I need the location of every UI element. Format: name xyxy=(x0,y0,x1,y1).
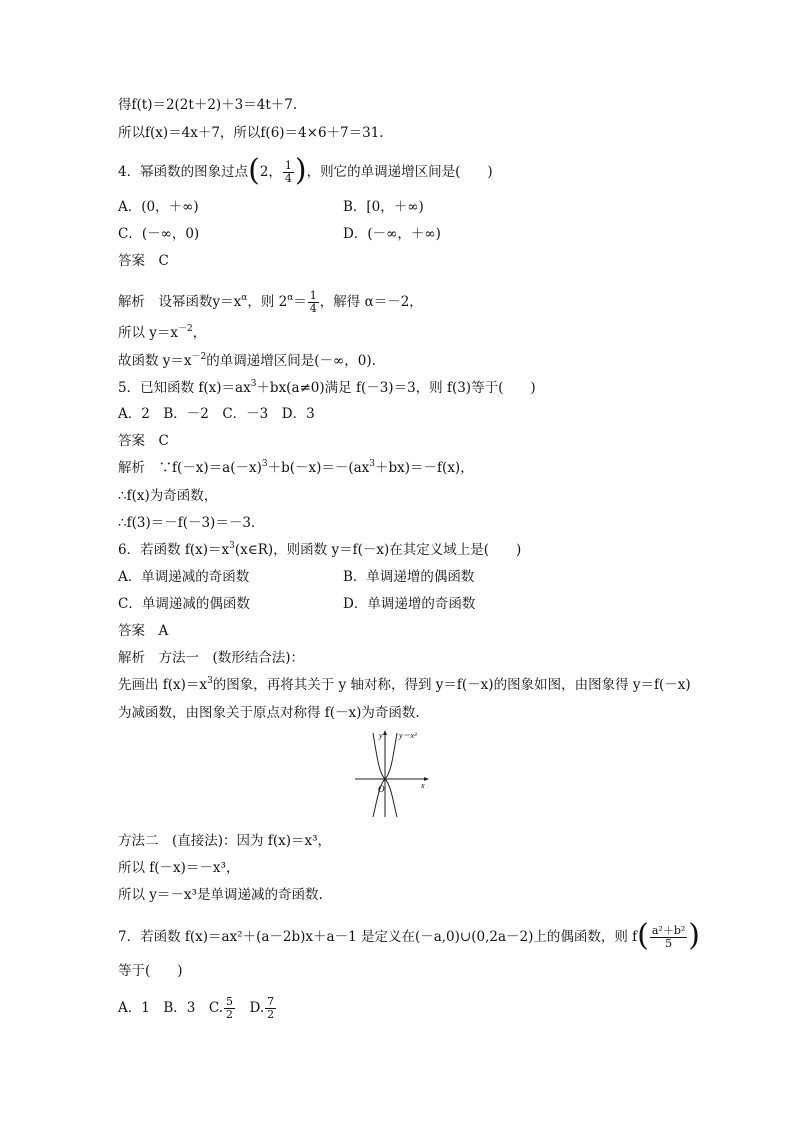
q4-analysis xyxy=(118,290,423,315)
text: 5．已知函数 f(x)＝ax xyxy=(118,380,251,396)
text: f(t)＝2(2t＋2)＋3＝4t＋7. xyxy=(131,97,298,113)
q6-answer: 答案 A xyxy=(118,623,169,639)
num: 7 xyxy=(267,995,275,1008)
q6-analysis-line-2 xyxy=(118,676,691,694)
text: ＋b(－x)＝－(ax xyxy=(267,460,370,476)
sup: 3 xyxy=(207,676,213,686)
q4-analysis-line-2 xyxy=(118,324,206,342)
text: A．1 B．3 C. xyxy=(118,1000,223,1016)
intro-line-2 xyxy=(118,124,384,142)
text: 故函数 y＝x xyxy=(118,353,192,369)
origin-label: O xyxy=(378,784,385,794)
text: 2， xyxy=(259,164,282,180)
q7-fraction xyxy=(650,925,687,950)
q4-analysis-fraction xyxy=(308,290,319,315)
text: 的图象，再将其关于 y 轴对称，得到 y＝f(－x)的图象如图，由图象得 y＝f(－x) xyxy=(212,677,691,693)
curve-label: y＝x³ xyxy=(399,731,417,740)
text: 先画出 f(x)＝x xyxy=(118,677,208,693)
q6-stem xyxy=(118,541,521,559)
q7-stem-line-2: 等于( ) xyxy=(118,963,183,979)
q5-analysis-line-2: ∴f(x)为奇函数， xyxy=(118,488,218,504)
q6-method2-line-1: 方法二 (直接法)：因为 f(x)＝x³， xyxy=(118,833,331,849)
text: 6．若函数 f(x)＝x xyxy=(118,542,230,558)
text: ， xyxy=(192,325,207,341)
sup: 3 xyxy=(369,459,376,469)
q7-option-c-fraction xyxy=(224,996,235,1021)
den: 4 xyxy=(284,172,292,185)
q4-stem xyxy=(118,153,493,188)
text: ＝ xyxy=(293,294,307,310)
den: 2 xyxy=(226,1008,233,1021)
text: 所以f(x)＝4x＋7，所以f(6)＝4×6＋7＝31. xyxy=(118,125,384,141)
q4-answer: 答案 C xyxy=(118,253,169,269)
q6-option-d: D．单调递增的奇函数 xyxy=(343,596,476,612)
x-axis-arrow xyxy=(424,777,429,781)
text: 所以 y＝x xyxy=(118,325,179,341)
q4-option-a: A．(0，＋∞) xyxy=(118,199,199,215)
text: ，解得 α＝－2， xyxy=(319,294,423,310)
q7-option-d-fraction xyxy=(265,996,276,1021)
den: 5 xyxy=(665,937,673,950)
q4-option-b: B．[0，＋∞) xyxy=(343,199,424,215)
text: ，则它的单调递增区间是( ) xyxy=(306,164,493,180)
cubic-graph xyxy=(353,727,433,819)
q7-options xyxy=(118,996,277,1021)
sup: 3 xyxy=(250,379,257,389)
q6-option-b: B．单调递增的偶函数 xyxy=(343,569,475,585)
q4-option-c: C．(－∞，0) xyxy=(118,226,200,242)
q5-analysis-line-3: ∴f(3)＝－f(－3)＝－3. xyxy=(118,515,256,531)
text: D. xyxy=(236,1000,265,1016)
num: a²＋b² xyxy=(651,924,686,937)
q5-options: A．2 B．－2 C．－3 D．3 xyxy=(118,406,315,422)
y-label: y xyxy=(379,731,383,740)
text: ，则 2 xyxy=(247,294,288,310)
q7-stem xyxy=(118,918,701,953)
text: 的单调递增区间是(－∞，0). xyxy=(206,353,376,369)
paren-left: ( xyxy=(637,918,649,953)
den: 4 xyxy=(309,302,317,315)
sup: －2 xyxy=(191,352,207,362)
x-label: x xyxy=(421,781,425,790)
paren-right: ) xyxy=(294,153,307,188)
y-axis-arrow xyxy=(383,730,387,735)
text: ＋bx)＝－f(x)， xyxy=(375,460,474,476)
q4-option-d: D．(－∞，＋∞) xyxy=(343,226,441,242)
q6-option-a: A．单调递减的奇函数 xyxy=(118,569,250,585)
den: 2 xyxy=(267,1008,275,1021)
q6-method2-line-3: 所以 y＝－x³是单调递减的奇函数. xyxy=(118,887,323,903)
text: ＋bx(a≠0)满足 f(－3)＝3，则 f(3)等于( ) xyxy=(256,380,536,396)
num: 1 xyxy=(309,289,317,302)
paren-left: ( xyxy=(248,153,260,188)
intro-line-1 xyxy=(118,96,297,114)
sup: 3 xyxy=(261,459,268,469)
q5-analysis xyxy=(118,459,474,477)
text: 4．幂函数的图象过点 xyxy=(118,164,249,180)
text: 解析 ∵f(－x)＝a(－x) xyxy=(118,460,262,476)
q6-analysis: 解析 方法一 (数形结合法)： xyxy=(118,650,305,666)
sup: α xyxy=(241,293,248,303)
q5-answer: 答案 C xyxy=(118,433,169,449)
text: 7．若函数 f(x)＝ax²＋(a－2b)x＋a－1 是定义在(－a,0)∪(0,2a－2)上的偶函数，则 f xyxy=(118,929,638,945)
text: (x∈R)，则函数 y＝f(－x)在其定义域上是( ) xyxy=(234,542,522,558)
q5-stem xyxy=(118,379,536,397)
q6-option-c: C．单调递减的偶函数 xyxy=(118,596,250,612)
q4-analysis-line-3 xyxy=(118,352,376,370)
sup: α xyxy=(287,293,294,303)
q6-method2-line-2: 所以 f(－x)＝－x³， xyxy=(118,860,240,876)
text: 得 xyxy=(118,97,132,113)
q6-analysis-line-3: 为减函数，由图象关于原点对称得 f(－x)为奇函数. xyxy=(118,705,420,721)
sup: 3 xyxy=(229,541,235,551)
paren-right: ) xyxy=(688,918,701,953)
num: 5 xyxy=(226,995,233,1008)
q4-fraction xyxy=(283,160,294,185)
text: 解析 设幂函数y＝x xyxy=(118,294,242,310)
sup: －2 xyxy=(178,324,193,334)
num: 1 xyxy=(284,159,292,172)
